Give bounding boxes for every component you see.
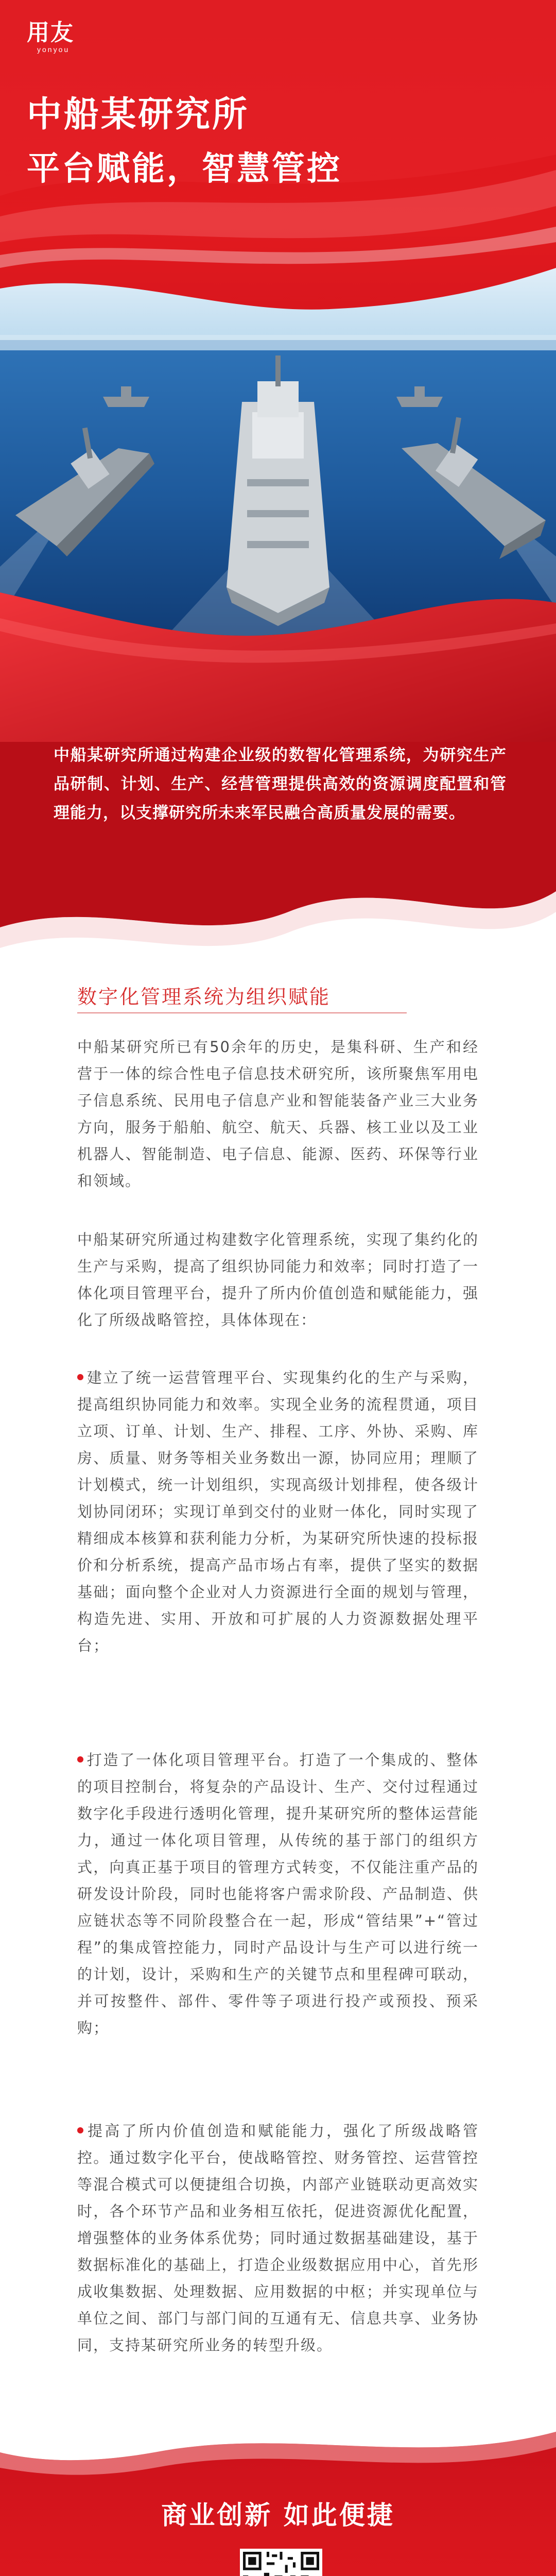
hero-intro-text: 中船某研究所通过构建企业级的数智化管理系统，为研究生产品研制、计划、生产、经营管理提供高效的资源调度配置和管理能力，以支撑研究所未来军民融合高质量发展的需要。 bbox=[54, 746, 507, 822]
paragraph-overview: 中船某研究所通过构建数字化管理系统，实现了集约化的生产与采购，提高了组织协同能力和效率；同时打造了一体化项目管理平台，提升了所内价值创造和赋能能力，强化了所级战略管控，具体体现在： bbox=[77, 1231, 479, 1329]
qr-code-icon bbox=[243, 2552, 319, 2576]
article-body bbox=[0, 917, 556, 2421]
bullet-text: 建立了统一运营管理平台、实现集约化的生产与采购，提高组织协同能力和效率。实现全业务的流程贯通，项目立项、订单、计划、生产、排程、工序、外协、采购、库房、质量、财务等相关业务数出一源，协同应用；理顺了计划模式，统一计划组织，实现高级计划排程，使各级计划协同闭环；实现订单到交付的业财一体化，同时实现了精细成本核算和获利能力分析，为某研究所快速的投标报价和分析系统，提高产品市场占有率，提供了坚实的数据基础；面向整个企业对人力资源进行全面的规划与管理，构造先进、实用、开放和可扩展的人力资源数据处理平台； bbox=[77, 1369, 479, 1654]
hero-title-line1: 中船某研究所 bbox=[27, 94, 250, 135]
paragraph-history: 中船某研究所已有50余年的历史，是集科研、生产和经营于一体的综合性电子信息技术研究所，该所聚焦军用电子信息系统、民用电子信息产业和智能装备产业三大业务方向，服务于船舶、航空、航天、兵器、核工业以及工业机器人、智能制造、电子信息、能源、医药、环保等行业和领域。 bbox=[77, 1038, 479, 1190]
footer-slogan: 商业创新 如此便捷 bbox=[161, 2500, 395, 2530]
footer-banner bbox=[0, 2411, 556, 2576]
brand-logo bbox=[27, 21, 74, 54]
bullet-text: 打造了一体化项目管理平台。打造了一个集成的、整体的项目控制台，将复杂的产品设计、生产、交付过程通过数字化手段进行透明化管理，提升某研究所的整体运营能力，通过一体化项目管理，从传统的基于部门的组织方式，向真正基于项目的管理方式转变，不仅能注重产品的研发设计阶段，同时也能将客户需求阶段、产品制造、供应链状态等不同阶段整合在一起，形成“管结果”+“管过程”的集成管控能力，同时产品设计与生产可以进行统一的计划，设计，采购和生产的关键节点和里程碑可联动，并可按整件、部件、零件等子项进行投产或预投、预采购； bbox=[77, 1751, 479, 2037]
bullet-text: 提高了所内价值创造和赋能能力，强化了所级战略管控。通过数字化平台，使战略管控、财务管控、运营管控等混合模式可以便捷组合切换，内部产业链联动更高效实时，各个环节产品和业务相互依托，促进资源优化配置，增强整体的业务体系优势；同时通过数据基础建设，基于数据标准化的基础上，打造企业级数据应用中心，首先形成收集数据、处理数据、应用数据的中枢；并实现单位与单位之间、部门与部门间的互通有无、信息共享、业务协同，支持某研究所业务的转型升级。 bbox=[77, 2122, 479, 2354]
logo-text: 用友 bbox=[27, 20, 74, 46]
bullet-dot-icon bbox=[77, 2127, 83, 2133]
qr-code[interactable] bbox=[240, 2549, 322, 2576]
hero-banner bbox=[0, 0, 556, 747]
bullet-item-project bbox=[77, 1747, 479, 2041]
section-heading: 数字化管理系统为组织赋能 bbox=[77, 986, 331, 1008]
logo-subtext: yonyou bbox=[37, 45, 70, 54]
bullet-item-strategy bbox=[77, 2117, 479, 2359]
heading-underline bbox=[77, 1012, 407, 1013]
bullet-item-operations bbox=[77, 1364, 479, 1659]
bullet-dot-icon bbox=[77, 1756, 83, 1762]
bullet-dot-icon bbox=[77, 1374, 83, 1380]
hero-title-line2: 平台赋能，智慧管控 bbox=[27, 150, 342, 188]
